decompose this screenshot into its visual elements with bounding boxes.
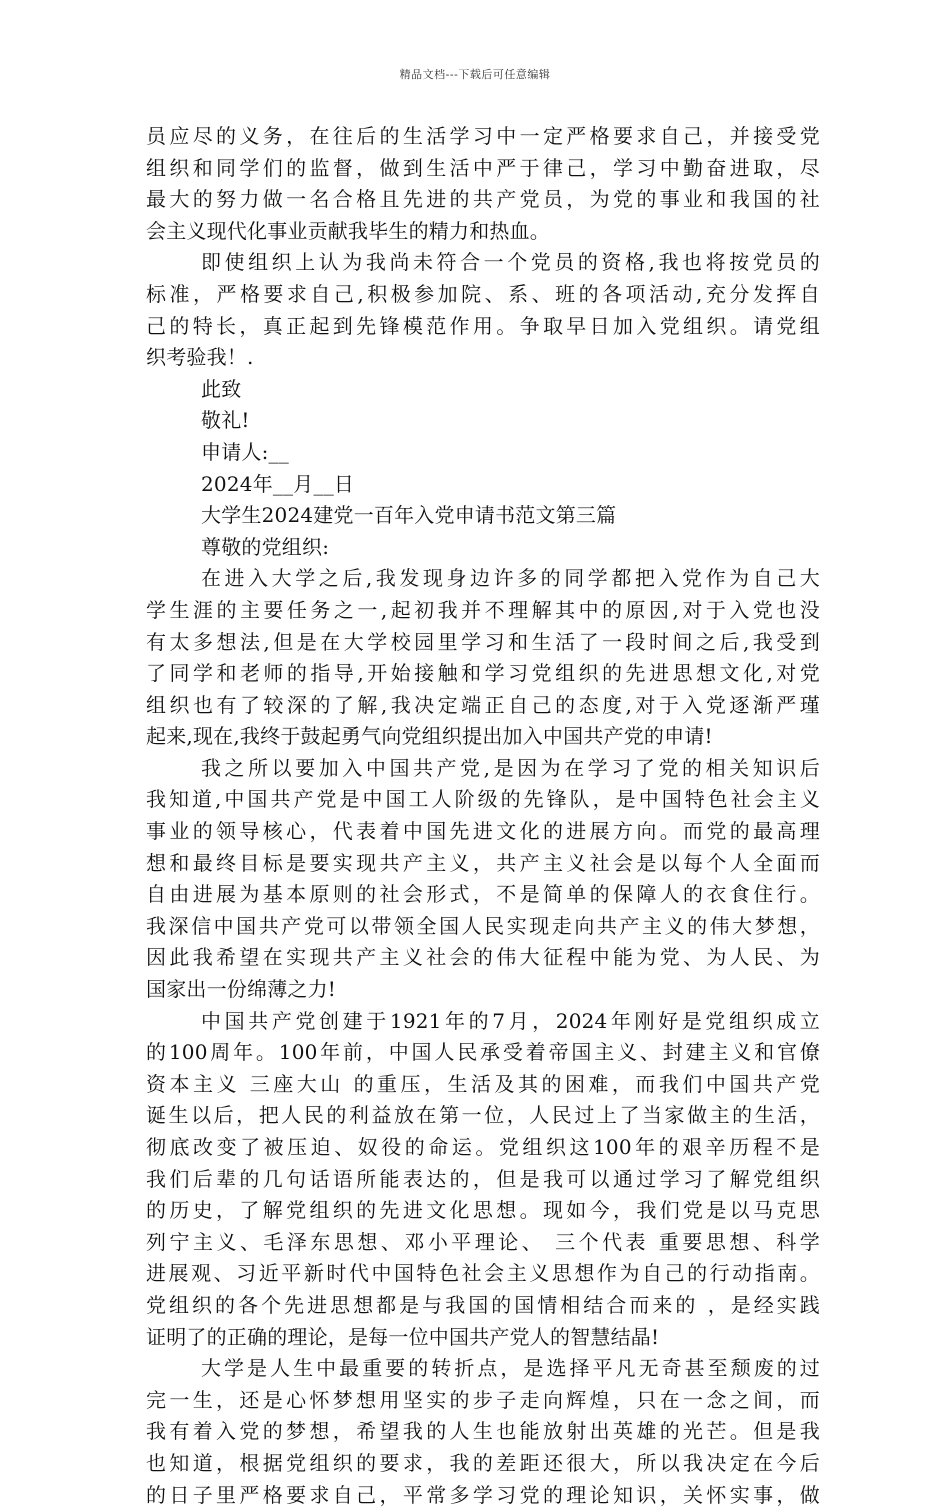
text-line: 组织也有了较深的了解,我决定端正自己的态度,对于入党逐渐严瑾 [146, 692, 820, 717]
text-line: 诞生以后，把人民的利益放在第一位，人民过上了当家做主的生活， [146, 1103, 820, 1128]
text-line: 自由进展为基本原则的社会形式，不是简单的保障人的衣食住行。 [146, 882, 820, 907]
text-line: 即使组织上认为我尚未符合一个党员的资格,我也将按党员的 [201, 250, 820, 275]
text-line: 大学是人生中最重要的转折点，是选择平凡无奇甚至颓废的过 [201, 1356, 820, 1381]
text-line: 想和最终目标是要实现共产主义，共产主义社会是以每个人全面而 [146, 850, 820, 875]
page-header: 精品文档---下载后可任意编辑 [399, 68, 551, 81]
text-line: 彻底改变了被压迫、奴役的命运。党组织这100年的艰辛历程不是 [146, 1135, 820, 1159]
text-line: 此致 [201, 376, 242, 401]
text-line: 敬礼! [201, 408, 250, 433]
text-line: 起来,现在,我终于鼓起勇气向党组织提出加入中国共产党的申请! [146, 724, 713, 749]
text-line: 的100周年。100年前，中国人民承受着帝国主义、封建主义和官僚 [146, 1040, 820, 1065]
text-line: 有太多想法,但是在大学校园里学习和生活了一段时间之后,我受到 [146, 629, 820, 654]
text-line: 事业的领导核心，代表着中国先进文化的进展方向。而党的最高理 [146, 819, 820, 844]
text-line: 2024年__月__日 [201, 471, 355, 496]
text-line: 因此我希望在实现共产主义社会的伟大征程中能为党、为人民、为 [146, 945, 820, 970]
text-line: 我知道,中国共产党是中国工人阶级的先锋队，是中国特色社会主义 [146, 787, 820, 812]
document-body [146, 121, 820, 1511]
text-line: 列宁主义、毛泽东思想、邓小平理论、 三个代表 重要思想、科学 [146, 1229, 820, 1254]
text-line: 尊敬的党组织: [201, 534, 330, 559]
text-line: 大学生2024建党一百年入党申请书范文第三篇 [201, 503, 617, 528]
text-line: 完一生，还是心怀梦想用坚实的步子走向辉煌，只在一念之间，而 [146, 1387, 820, 1412]
text-line: 最大的努力做一名合格且先进的共产党员，为党的事业和我国的社 [146, 187, 820, 212]
text-line: 组织和同学们的监督，做到生活中严于律己，学习中勤奋进取，尽 [146, 155, 820, 180]
text-line: 进展观、习近平新时代中国特色社会主义思想作为自己的行动指南。 [146, 1261, 820, 1286]
text-line: 学生涯的主要任务之一,起初我并不理解其中的原因,对于入党也没 [146, 597, 820, 622]
text-line: 的日子里严格要求自己，平常多学习党的理论知识，关怀实事，做 [146, 1482, 820, 1507]
text-line: 在进入大学之后,我发现身边许多的同学都把入党作为自己大 [201, 566, 820, 591]
text-line: 申请人:__ [201, 439, 289, 464]
text-line: 员应尽的义务，在往后的生活学习中一定严格要求自己，并接受党 [146, 124, 820, 148]
text-line: 国家出一份绵薄之力! [146, 977, 337, 1002]
text-line: 资本主义 三座大山 的重压，生活及其的困难，而我们中国共产党 [146, 1071, 820, 1096]
text-line: 党组织的各个先进思想都是与我国的国情相结合而来的 ，是经实践 [146, 1292, 820, 1317]
text-line: 会主义现代化事业贡献我毕生的精力和热血。 [146, 218, 550, 243]
text-line: 织考验我！. [146, 345, 254, 370]
text-line: 我们后辈的几句话语所能表达的，但是我可以通过学习了解党组织 [146, 1166, 820, 1191]
text-line: 己的特长，真正起到先锋模范作用。争取早日加入党组织。请党组 [146, 313, 820, 338]
text-line: 了同学和老师的指导,开始接触和学习党组织的先进思想文化,对党 [146, 661, 820, 686]
text-line: 也知道，根据党组织的要求，我的差距还很大，所以我决定在今后 [146, 1450, 820, 1475]
text-line: 我之所以要加入中国共产党,是因为在学习了党的相关知识后 [201, 755, 820, 780]
text-line: 的历史，了解党组织的先进文化思想。现如今，我们党是以马克思 [146, 1198, 820, 1223]
text-line: 中国共产党创建于1921年的7月，2024年刚好是党组织成立 [201, 1008, 820, 1033]
text-line: 我有着入党的梦想，希望我的人生也能放射出英雄的光芒。但是我 [146, 1419, 820, 1444]
text-line: 我深信中国共产党可以带领全国人民实现走向共产主义的伟大梦想， [146, 913, 820, 938]
text-line: 证明了的正确的理论，是每一位中国共产党人的智慧结晶! [146, 1324, 660, 1349]
text-line: 标准，严格要求自己,积极参加院、系、班的各项活动,充分发挥自 [146, 281, 820, 306]
